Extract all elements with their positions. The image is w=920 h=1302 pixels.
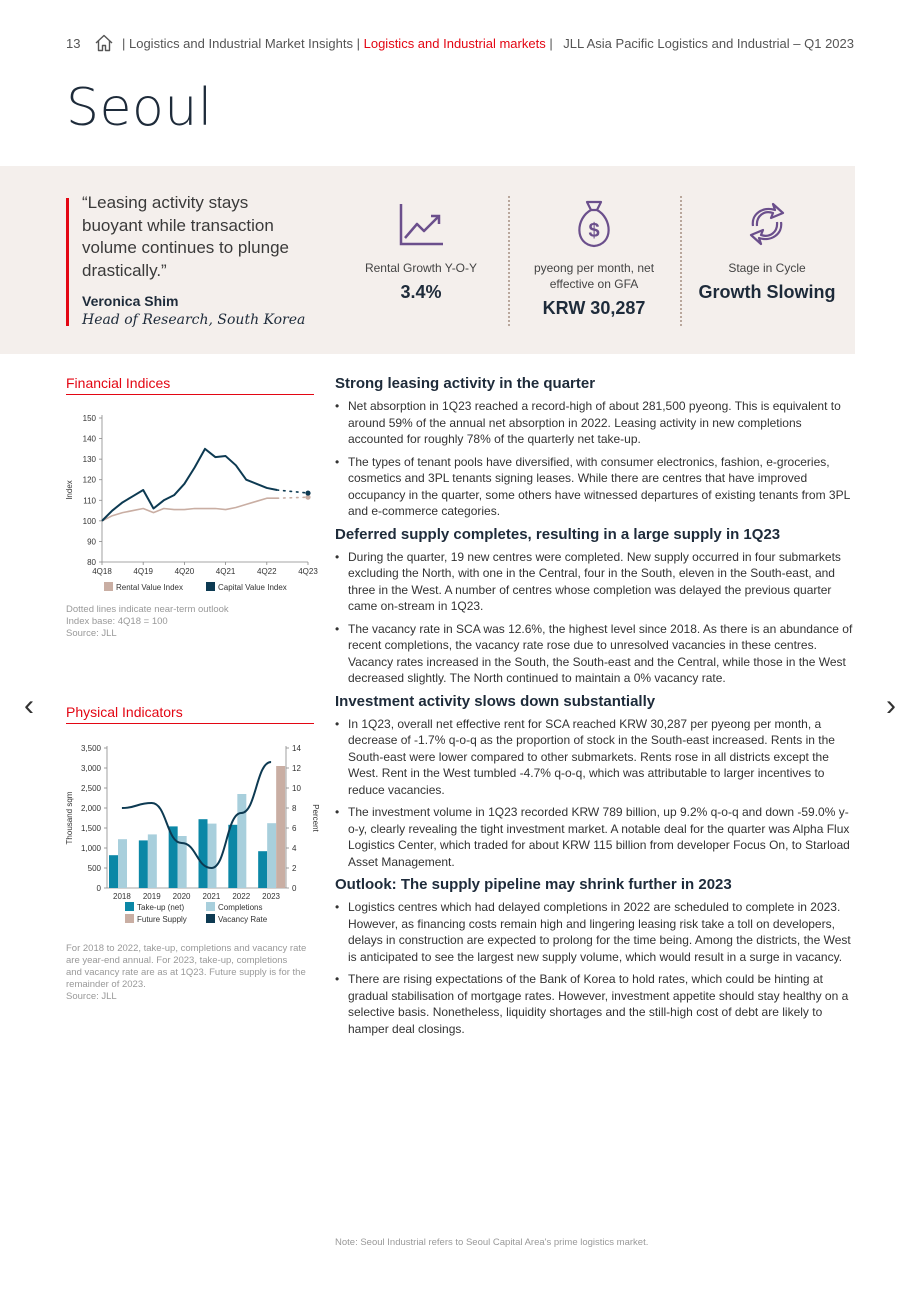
x-tick-label: 2018 [113,892,131,901]
section-heading: Outlook: The supply pipeline may shrink further in 2023 [335,876,732,893]
bullet-item: • There are rising expectations of the Bank of Korea to hold rates, which could be hinting at gradual stabilisation of mortgage rates. However, investment appetite should stay healthy on a selective basis. Nonetheless, liquidity shortages and the still-high cost of debt are likely to hamper deal closings. [335,971,855,1037]
y-axis-title: Index [65,480,74,500]
y2-tick-label: 0 [292,884,297,893]
future-supply-bar [276,766,285,888]
report-title: JLL Asia Pacific Logistics and Industrial – Q1 2023 [563,36,854,51]
financial-indices-chart [60,405,320,600]
rental-value-index-line [102,498,277,521]
y2-tick-label: 2 [292,864,297,873]
page-number: 13 [66,36,81,51]
physical-note [66,943,306,1003]
kpi-divider [680,196,682,326]
completions-bar [148,834,157,888]
kpi-value: KRW 30,287 [542,298,646,318]
quote-text: “Leasing activity stays buoyant while transaction volume continues to plunge drastically.” [82,193,289,280]
bullet-list [335,549,855,687]
bullet-item: • In 1Q23, overall net effective rent for SCA reached KRW 30,287 per pyeong per month, a decrease of -1.7% q-o-q as the proportion of stock in the South-east increased. Rents in the South-east were lower compared to other submarkets. Rents rose in all districts except the West. Rent in the West tumbled -4.7% q-o-q, which was attributable to larger incentives to reduce vacancies. [335,716,855,799]
y-tick-label: 140 [82,434,96,444]
y-tick-label: 80 [87,558,96,567]
capital-value-index-legend-swatch [206,582,215,591]
kpi-label: pyeong per month, net effective on GFA [533,261,655,291]
capital-value-index-outlook-point [305,490,310,495]
commentary [335,375,855,1043]
x-tick-label: 4Q20 [174,567,195,576]
y-tick-label: 2,000 [80,804,101,813]
bullet-list [335,716,855,871]
quote-author-role: Head of Research, South Korea [82,312,306,328]
completions-bar [237,794,246,888]
x-tick-label: 4Q23 [298,567,318,576]
bullet-item: • The types of tenant pools have diversified, with consumer electronics, fashion, e-groceries, cosmetics and 3PL tenants signing leases. While there are centres that have improved occupancy in the quarter, some others have witnessed departures of existing tenants from 3PL and e-commerce categories. [335,454,855,520]
kpi-label: Rental Growth Y-O-Y [364,261,478,275]
y2-tick-label: 10 [292,784,301,793]
home-icon[interactable] [94,33,114,53]
y2-tick-label: 8 [292,804,297,813]
future-supply-legend-swatch [125,914,134,923]
x-tick-label: 4Q21 [215,567,236,576]
y-tick-label: 1,500 [80,824,101,833]
vacancy-rate-legend-swatch [206,914,215,923]
y-tick-label: 90 [87,537,96,547]
bullet-item: • During the quarter, 19 new centres were completed. New supply occurred in four submarkets excluding the North, with one in the Central, four in the South, eleven in the South-east, and three in the West. A number of centres whose completion was delayed the previous quarter came on-stream in 1Q23. [335,549,855,615]
next-page-arrow[interactable]: › [886,689,896,722]
note-line: Source: JLL [66,628,117,639]
y2-tick-label: 12 [292,764,301,773]
note-line: are year-end annual. For 2023, take-up, completions [66,955,288,966]
y-tick-label: 150 [82,414,96,423]
kpi-net-effective-rent [514,196,674,319]
x-tick-label: 4Q19 [133,567,153,576]
note-line: remainder of 2023. [66,979,146,990]
y-tick-label: 100 [82,516,96,526]
page-title: Seoul [66,78,213,138]
y-axis-title: Thousand sqm [65,791,74,845]
financial-note [66,604,229,640]
y-tick-label: 120 [82,475,96,485]
footnote: Note: Seoul Industrial refers to Seoul Capital Area's prime logistics market. [335,1237,649,1248]
money-bag-icon [566,196,622,252]
physical-indicators-chart [60,740,320,930]
kpi-rental-growth [341,196,501,303]
note-line: Dotted lines indicate near-term outlook [66,604,229,615]
x-tick-label: 2020 [172,892,191,901]
y2-axis-title: Percent [311,804,320,832]
breadcrumb [122,36,553,51]
y2-tick-label: 4 [292,844,297,853]
bullet-item: • The investment volume in 1Q23 recorded KRW 789 billion, up 9.2% q-o-q and down -59.0% y-o-y, clearly revealing the tight investment market. A notable deal for the quarter was Alpha Flux Logistics Center, which traded for about KRW 115 billion from developer Focus On, to Starload Asset Management. [335,804,855,870]
note-line: For 2018 to 2022, take-up, completions and vacancy rate [66,943,307,954]
capital-value-index-line [102,449,277,521]
completions-bar [267,823,276,888]
rental-value-index-legend-swatch [104,582,113,591]
kpi-divider [508,196,510,326]
summary-banner [0,166,855,354]
completions-bar [118,839,127,888]
bullet-item: • Logistics centres which had delayed completions in 2022 are scheduled to complete in 2023. However, as financing costs remain high and lingering leasing risk take a toll on developers, delays in construction are expected to prolong for the time being. Among the districts, the West is anticipated to see the largest new supply volume, which would result in a surge in vacancy. [335,899,855,965]
breadcrumb-separator: | [549,36,553,51]
x-tick-label: 2019 [142,892,161,901]
capital-value-index-legend-label: Capital Value Index [218,583,287,592]
bullet-list [335,398,855,520]
prev-page-arrow[interactable]: ‹ [24,689,34,722]
kpi-label: Stage in Cycle [728,261,806,275]
section-heading: Deferred supply completes, resulting in a large supply in 1Q23 [335,525,781,543]
svg-text:$: $ [588,220,600,242]
capital-value-index-outlook-line [277,490,308,493]
completions-bar [208,824,217,888]
bullet-item: • The vacancy rate in SCA was 12.6%, the highest level since 2018. As there is an abundance of recent completions, the vacancy rate rose due to unresolved vacancies in these centres. Vacancy rates increased in the South, the South-east and the Central, while those in the West decreased slightly. The North continued to maintain a 0% vacancy rate. [335,621,855,687]
rental-value-index-legend-label: Rental Value Index [116,583,184,592]
future-supply-legend-label: Future Supply [137,915,187,924]
kpi-value: 3.4% [400,282,442,302]
kpi-stage-in-cycle [687,196,847,303]
take-up-net-bar [199,819,208,888]
rental-value-index-outlook-line [277,497,308,498]
take-up-net-bar [258,851,267,888]
note-line: Source: JLL [66,991,117,1002]
note-line: and vacancy rate are as at 1Q23. Future supply is for the [66,967,306,978]
y-tick-label: 2,500 [80,784,101,793]
breadcrumb-market-insights[interactable]: | Logistics and Industrial Market Insights | [122,36,360,51]
completions-legend-swatch [206,902,215,911]
quote-accent-bar [66,198,69,326]
y2-tick-label: 6 [292,824,297,833]
bullet-item: • Net absorption in 1Q23 reached a record-high of about 281,500 pyeong. This is equivalent to around 59% of the annual net absorption in 2022. Leasing activity in new completions accounted for roughly 78% of the quarterly net take-up. [335,398,855,448]
take-up-net-bar [139,840,148,888]
y-tick-label: 0 [96,884,101,893]
completions-legend-label: Completions [218,903,263,912]
y-tick-label: 110 [83,496,96,506]
x-tick-label: 2022 [232,892,251,901]
trend-up-icon [393,196,449,252]
y-tick-label: 3,500 [80,744,101,753]
take-up-net-bar [228,825,237,888]
vacancy-rate-legend-label: Vacancy Rate [218,915,268,924]
x-tick-label: 4Q18 [92,567,112,576]
y-tick-label: 1,000 [80,844,101,853]
x-tick-label: 2021 [202,892,221,901]
y-tick-label: 3,000 [80,764,101,773]
take-up-net-legend-swatch [125,902,134,911]
page-header [66,33,854,55]
y2-tick-label: 14 [292,744,301,753]
quote-author: Veronica Shim [82,293,179,309]
y-tick-label: 500 [87,864,101,873]
breadcrumb-logistics-markets[interactable]: Logistics and Industrial markets [363,36,546,51]
section-heading: Strong leasing activity in the quarter [335,375,596,392]
take-up-net-legend-label: Take-up (net) [137,903,185,912]
y-tick-label: 130 [82,455,96,465]
bullet-list [335,899,855,1037]
kpi-value: Growth Slowing [698,282,836,302]
note-line: Index base: 4Q18 = 100 [66,616,168,627]
take-up-net-bar [109,855,118,888]
section-heading: Investment activity slows down substantially [335,692,656,710]
financial-indices-heading: Financial Indices [66,375,314,395]
x-tick-label: 2023 [262,892,280,901]
x-tick-label: 4Q22 [257,567,277,576]
physical-indicators-heading: Physical Indicators [66,704,314,724]
cycle-arrows-icon [739,196,795,252]
